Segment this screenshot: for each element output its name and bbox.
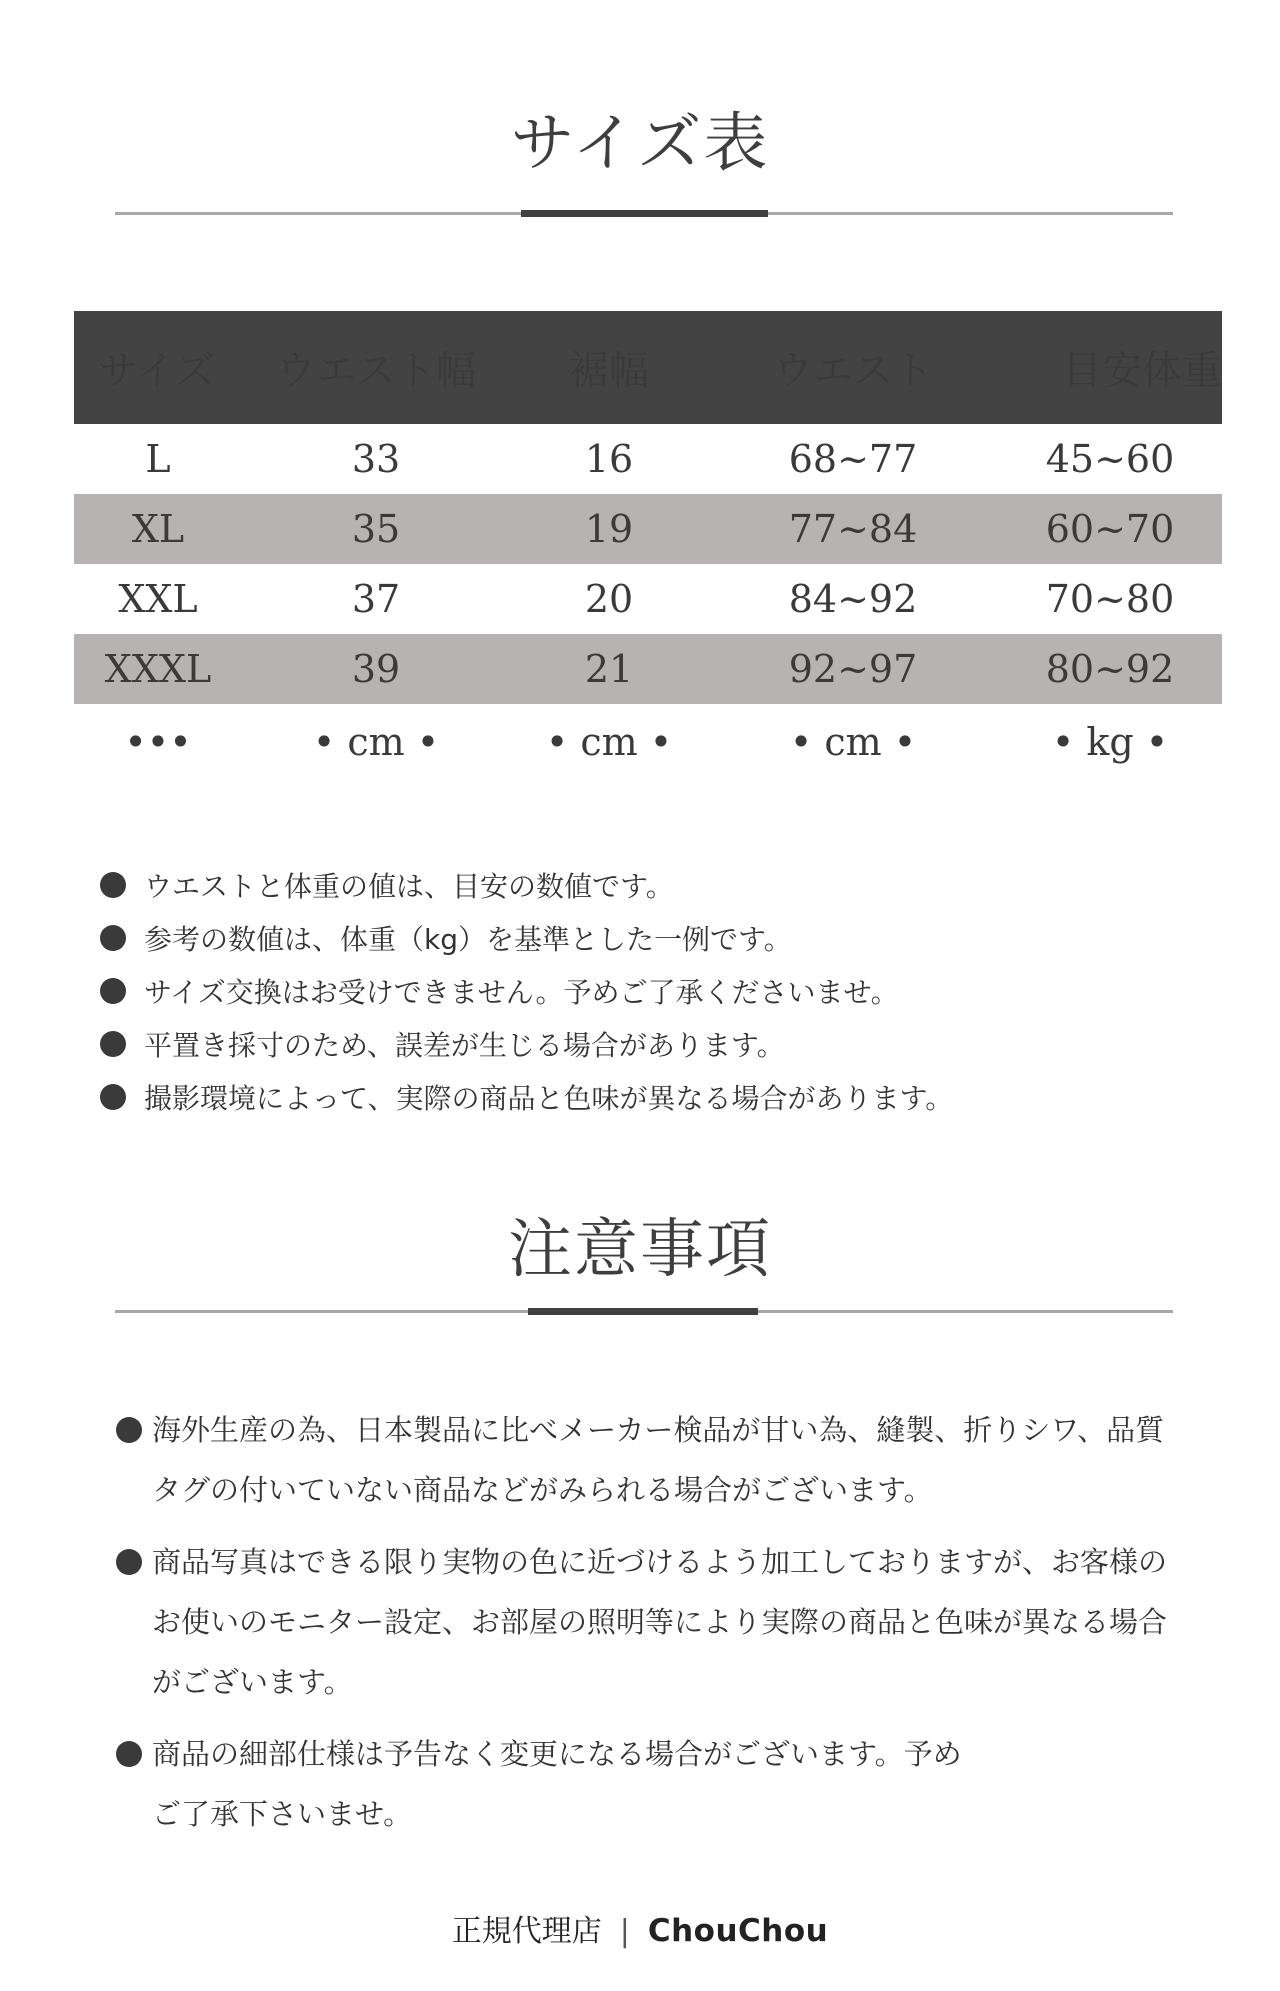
- bullet-icon: [116, 1549, 142, 1575]
- table-cell: 68~77: [788, 437, 918, 481]
- table-row: [74, 424, 1222, 494]
- note-text: 撮影環境によって、実際の商品と色味が異なる場合があります。: [144, 1081, 954, 1115]
- unit-cell: •••: [124, 720, 192, 764]
- brand-name: ChouChou: [647, 1913, 829, 1949]
- table-row: [74, 634, 1222, 704]
- table-cell: 80~92: [1045, 647, 1175, 691]
- table-cell: 60~70: [1045, 507, 1175, 551]
- bullet-icon: [100, 1031, 126, 1057]
- bullet-icon: [100, 978, 126, 1004]
- table-cell: 92~97: [788, 647, 918, 691]
- header-waist-width: ウエスト幅: [276, 348, 476, 394]
- size-chart-title: サイズ表: [510, 107, 770, 181]
- header-weight: 目安体重: [1062, 348, 1222, 394]
- table-cell: XXXL: [104, 647, 212, 691]
- list-item: [116, 1532, 1186, 1712]
- footer-label: 正規代理店: [451, 1914, 602, 1949]
- header-size: サイズ: [98, 348, 215, 394]
- size-notes: [100, 858, 1200, 1123]
- caution-list: [116, 1400, 1186, 1856]
- bullet-icon: [116, 1741, 142, 1767]
- table-cell: 70~80: [1045, 577, 1175, 621]
- list-item: [116, 1724, 972, 1844]
- note-text: サイズ交換はお受けできません。予めご了承くださいませ。: [144, 975, 899, 1009]
- table-cell: 33: [351, 437, 401, 481]
- caution-text: 海外生産の為、日本製品に比べメーカー検品が甘い為、縫製、折りシワ、品質タグの付いていない商品などがみられる場合がございます。: [152, 1413, 1165, 1507]
- caution-title: 注意事項: [508, 1213, 772, 1287]
- list-item: [116, 1400, 1186, 1520]
- footer-separator: |: [619, 1914, 630, 1949]
- table-header-row: [74, 311, 1222, 424]
- table-cell: 16: [584, 437, 634, 481]
- unit-cell: • cm •: [312, 720, 440, 764]
- table-cell: 35: [351, 507, 401, 551]
- note-text: ウエストと体重の値は、目安の数値です。: [144, 869, 674, 903]
- unit-cell: • cm •: [789, 720, 917, 764]
- table-cell: 77~84: [788, 507, 918, 551]
- footer: [0, 1906, 1280, 1950]
- header-hem-width: 裾幅: [569, 348, 649, 394]
- unit-cell: • cm •: [545, 720, 673, 764]
- bullet-icon: [100, 872, 126, 898]
- table-cell: XXL: [118, 577, 198, 621]
- table-units-row: [74, 704, 1222, 780]
- list-item: [100, 1070, 1200, 1123]
- table-cell: 84~92: [788, 577, 918, 621]
- caution-rule-accent: [528, 1308, 758, 1315]
- list-item: [100, 911, 1200, 964]
- table-row: [74, 494, 1222, 564]
- header-waist: ウエスト: [773, 348, 933, 394]
- bullet-icon: [116, 1417, 142, 1443]
- list-item: [100, 964, 1200, 1017]
- table-cell: 45~60: [1045, 437, 1175, 481]
- size-table: [74, 311, 1222, 780]
- list-item: [100, 858, 1200, 911]
- table-cell: 20: [584, 577, 634, 621]
- bullet-icon: [100, 1084, 126, 1110]
- note-text: 参考の数値は、体重（kg）を基準とした一例です。: [144, 922, 792, 956]
- caution-text: 商品の細部仕様は予告なく変更になる場合がございます。予めご了承下さいませ。: [152, 1737, 962, 1831]
- caution-text: 商品写真はできる限り実物の色に近づけるよう加工しておりますが、お客様のお使いのモニター設定、お部屋の照明等により実際の商品と色味が異なる場合がございます。: [152, 1545, 1168, 1699]
- unit-cell: • kg •: [1051, 720, 1169, 764]
- table-cell: L: [145, 437, 171, 481]
- table-row: [74, 564, 1222, 634]
- table-cell: XL: [131, 507, 185, 551]
- bullet-icon: [100, 925, 126, 951]
- note-text: 平置き採寸のため、誤差が生じる場合があります。: [144, 1028, 785, 1062]
- table-cell: 39: [351, 647, 401, 691]
- title-rule-accent: [521, 210, 768, 217]
- table-cell: 19: [584, 507, 634, 551]
- list-item: [100, 1017, 1200, 1070]
- table-cell: 21: [584, 647, 634, 691]
- table-cell: 37: [351, 577, 401, 621]
